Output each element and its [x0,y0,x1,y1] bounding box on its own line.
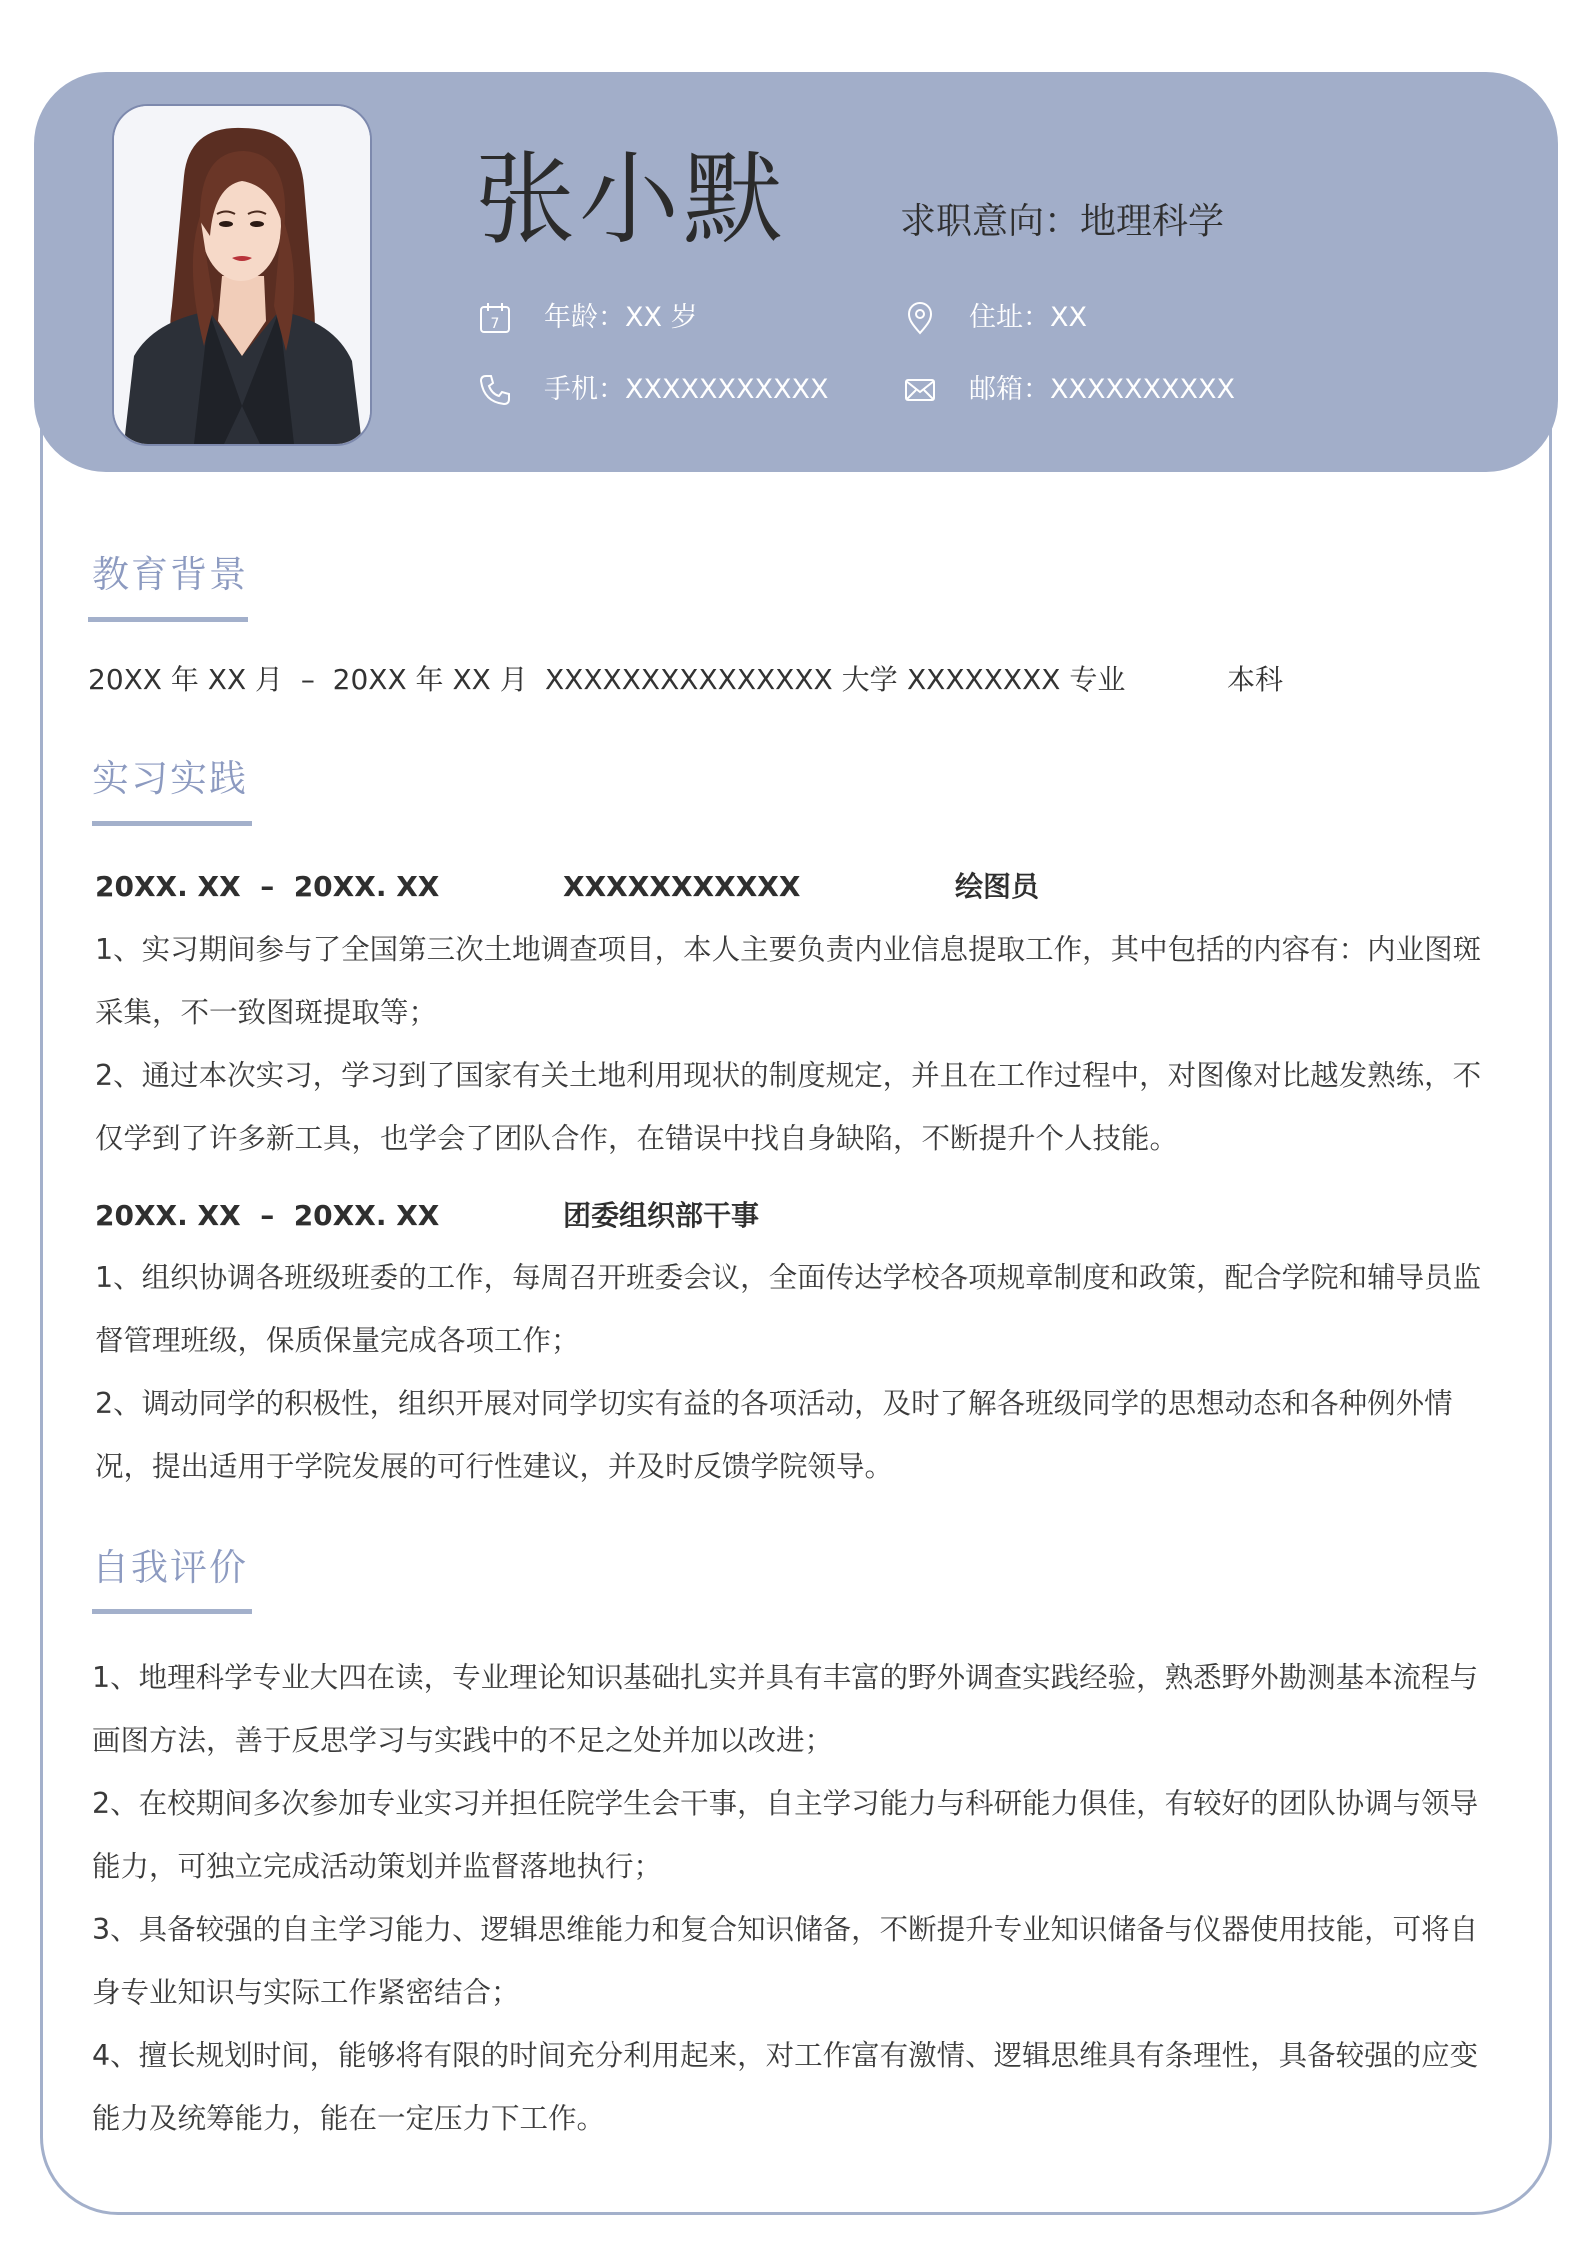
education-school: XXXXXXXXXXXXXXX 大学 [545,663,898,696]
internship-2-period: 20XX. XX – 20XX. XX [95,1199,440,1232]
self-eval-title: 自我评价 [92,1546,248,1589]
education-title-underline [88,617,248,622]
internship-2-item-2: 2、调动同学的积极性，组织开展对同学切实有益的各项活动，及时了解各班级同学的思想动态和各种例外情况，提出适用于学院发展的可行性建议，并及时反馈学院领导。 [95,1387,1453,1483]
phone-text: 手机：XXXXXXXXXXX [544,374,829,405]
phone-icon [478,373,512,407]
self-eval-item-1: 1、地理科学专业大四在读，专业理论知识基础扎实并具有丰富的野外调查实践经验，熟悉野外勘测基本流程与画图方法，善于反思学习与实践中的不足之处并加以改进； [92,1661,1479,1757]
internship-1-period: 20XX. XX – 20XX. XX [95,870,440,903]
phone-info [478,372,828,408]
address-text: 住址：XX [969,302,1087,333]
email-info [903,372,1235,408]
svg-text:7: 7 [490,316,500,332]
self-eval-title-underline [92,1609,252,1614]
location-pin-icon [903,301,937,335]
job-intent [900,200,1224,244]
education-major: XXXXXXXX 专业 [907,663,1126,696]
age-info [478,300,698,336]
self-eval-item-4: 4、擅长规划时间，能够将有限的时间充分利用起来，对工作富有激情、逻辑思维具有条理性，具备较强的应变能力及统筹能力，能在一定压力下工作。 [92,2039,1479,2135]
self-eval-details [92,1646,1492,2150]
address-info [903,300,1087,336]
internship-1-item-2: 2、通过本次实习，学习到了国家有关土地利用现状的制度规定，并且在工作过程中，对图像对比越发熟练，不仅学到了许多新工具，也学会了团队合作，在错误中找自身缺陷，不断提升个人技能。 [95,1059,1482,1155]
profile-photo [112,104,372,446]
internship-2-details [95,1246,1495,1498]
internship-1-org: XXXXXXXXXXX [563,870,801,903]
email-text: 邮箱：XXXXXXXXXX [969,374,1235,405]
candidate-name: 张小默 [475,141,787,258]
internship-2-role: 团委组织部干事 [563,1199,760,1232]
education-title: 教育背景 [92,553,248,596]
job-intent-value: 地理科学 [1080,201,1225,242]
internship-2-item-1: 1、组织协调各班级班委的工作，每周召开班委会议，全面传达学校各项规章制度和政策，配合学院和辅导员监督管理班级，保质保量完成各项工作； [95,1261,1482,1357]
mail-icon [903,373,937,407]
internship-1-role: 绘图员 [955,870,1040,903]
education-degree: 本科 [1227,663,1284,696]
age-text: 年龄：XX 岁 [544,302,698,333]
internship-1-item-1: 1、实习期间参与了全国第三次土地调查项目，本人主要负责内业信息提取工作，其中包括的内容有：内业图斑采集，不一致图斑提取等； [95,933,1482,1029]
self-eval-item-2: 2、在校期间多次参加专业实习并担任院学生会干事，自主学习能力与科研能力俱佳，有较好的团队协调与领导能力，可独立完成活动策划并监督落地执行； [92,1787,1479,1883]
self-eval-item-3: 3、具备较强的自主学习能力、逻辑思维能力和复合知识储备，不断提升专业知识储备与仪器使用技能，可将自身专业知识与实际工作紧密结合； [92,1913,1479,2009]
education-period: 20XX 年 XX 月 – 20XX 年 XX 月 [88,663,528,696]
internship-title: 实习实践 [92,757,248,800]
internship-1-details [95,918,1495,1170]
calendar-icon [478,301,512,335]
job-intent-label: 求职意向： [900,201,1081,242]
internship-title-underline [92,821,252,826]
